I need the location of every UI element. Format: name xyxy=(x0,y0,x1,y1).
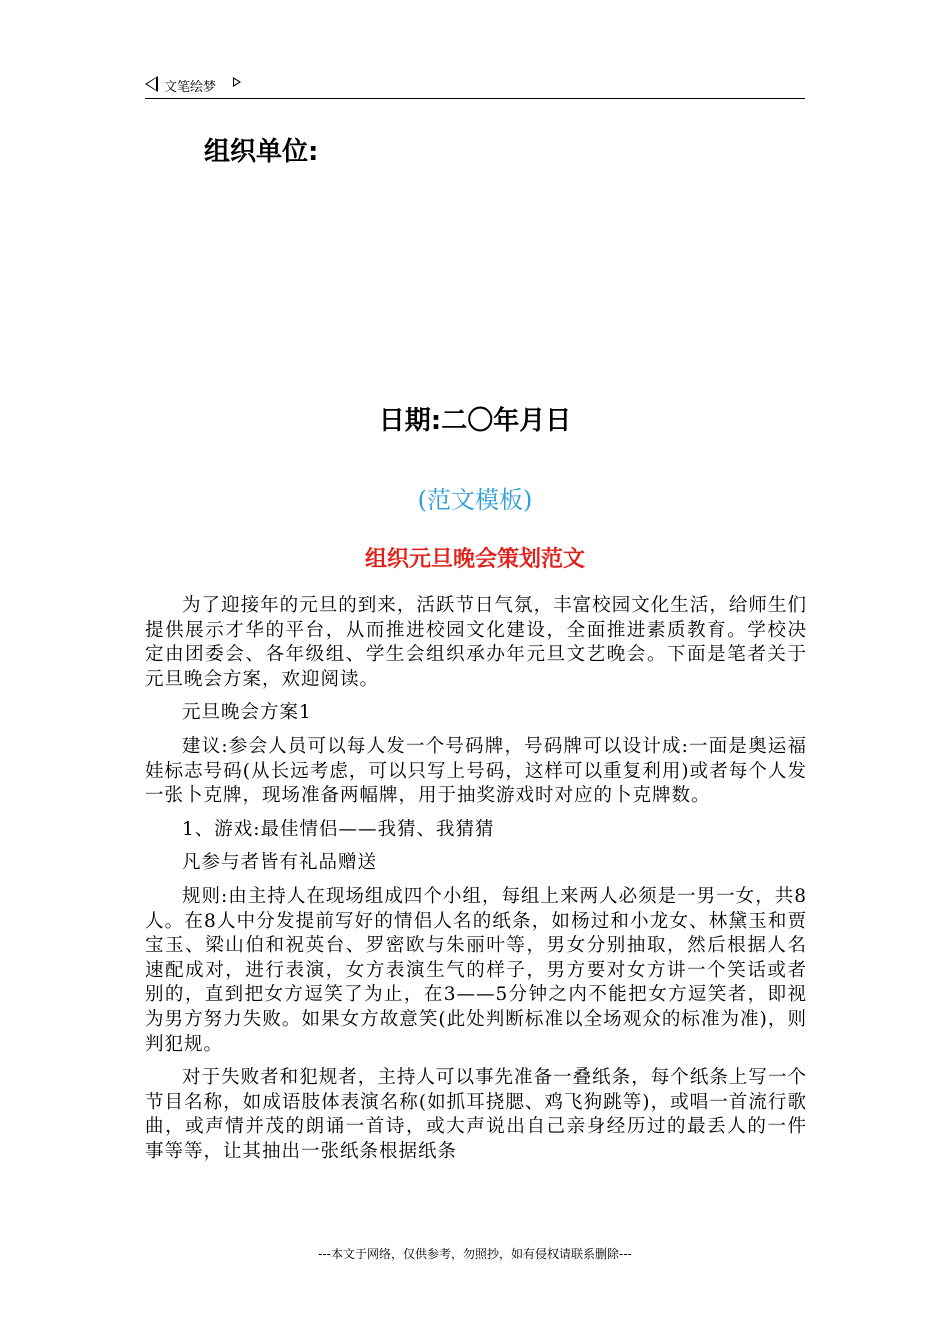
paragraph: 元旦晚会方案1 xyxy=(182,702,312,724)
right-triangle-icon xyxy=(233,77,241,87)
header-brand: 文笔绘梦 xyxy=(164,80,217,95)
paragraph: 凡参与者皆有礼品赠送 xyxy=(182,852,378,874)
page-footer: ---本文于网络，仅供参考，勿照抄，如有侵权请联系删除--- xyxy=(318,1247,632,1261)
paragraph: 对于失败者和犯规者，主持人可以事先准备一叠纸条，每个纸条上写一个节目名称，如成语肢体表演名称(如抓耳挠腮、鸡飞狗跳等)，或唱一首流行歌曲，或声情并茂的朗诵一首诗，或大声说出自己亲身经历过的最丢人的一件事等等，让其抽出一张纸条根据纸条 xyxy=(145,1067,807,1162)
page-header xyxy=(145,74,805,99)
paragraph: 为了迎接年的元旦的到来，活跃节日气氛，丰富校园文化生活，给师生们提供展示才华的平台，从而推进校园文化建设，全面推进素质教育。学校决定由团委会、各年级组、学生会组织承办年元旦文艺晚会。下面是笔者关于元旦晚会方案，欢迎阅读。 xyxy=(145,595,807,690)
paragraph: 1、游戏:最佳情侣——我猜、我猜猜 xyxy=(182,818,495,840)
organizer-label: 组织单位: xyxy=(204,137,319,167)
date-label: 日期:二〇年月日 xyxy=(378,406,572,436)
template-label: (范文模板) xyxy=(417,486,533,514)
document-title: 组织元旦晚会策划范文 xyxy=(364,547,585,572)
document-body xyxy=(145,594,807,1173)
left-triangle-icon xyxy=(145,76,158,92)
paragraph: 建议:参会人员可以每人发一个号码牌，号码牌可以设计成:一面是奥运福娃标志号码(从长远考虑，可以只写上号码，这样可以重复利用)或者每个人发一张卜克牌，现场准备两幅牌，用于抽奖游戏时对应的卜克牌数。 xyxy=(145,735,807,807)
paragraph: 规则:由主持人在现场组成四个小组，每组上来两人必须是一男一女，共8人。在8人中分发提前写好的情侣人名的纸条，如杨过和小龙女、林黛玉和贾宝玉、梁山伯和祝英台、罗密欧与朱丽叶等，男女分别抽取，然后根据人名速配成对，进行表演，女方表演生气的样子，男方要对女方讲一个笑话或者别的，直到把女方逗笑了为止，在3——5分钟之内不能把女方逗笑者，即视为男方努力失败。如果女方故意笑(此处判断标准以全场观众的标准为准)，则判犯规。 xyxy=(145,885,807,1055)
